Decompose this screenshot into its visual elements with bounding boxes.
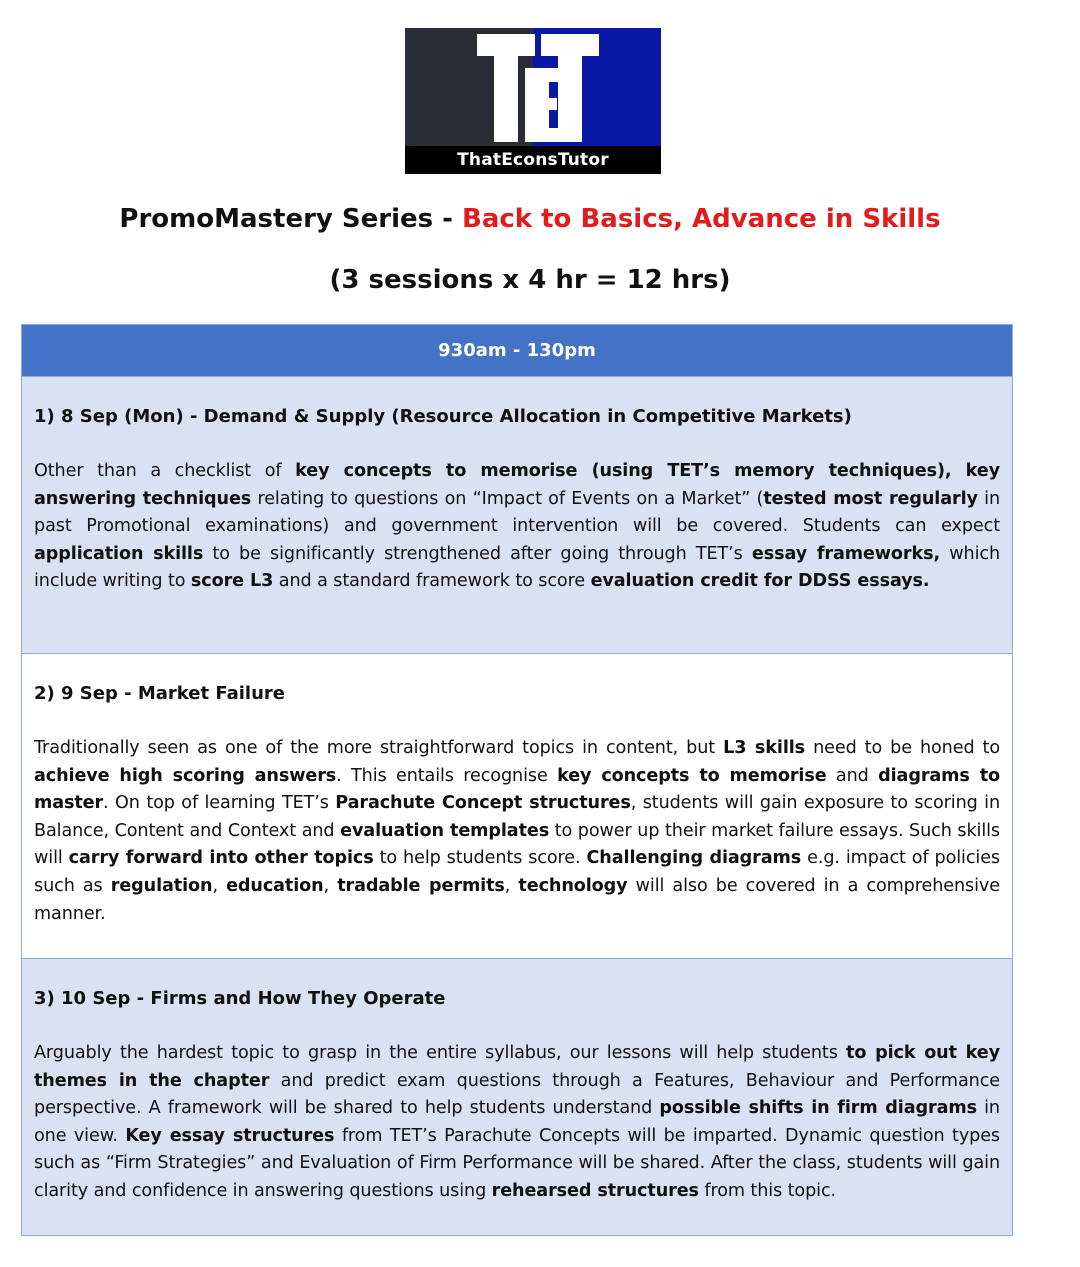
- body-text: in one view.: [34, 1098, 1000, 1146]
- session-description: [34, 1040, 1000, 1206]
- session-description: [34, 458, 1000, 596]
- body-text: Arguably the hardest topic to grasp in the entire syllabus, our lessons will help students: [34, 1043, 847, 1063]
- emphasis-text: Key essay structures: [125, 1125, 335, 1146]
- body-text: to be significantly strengthened after going through TET’s: [203, 543, 752, 564]
- body-text: ,: [504, 875, 519, 896]
- emphasis-text: tested most regularly: [763, 488, 978, 509]
- body-text: from this topic.: [698, 1180, 837, 1201]
- body-text: relating to questions on “Impact of Events on a Market” (: [251, 488, 764, 509]
- body-text: to help students score.: [373, 848, 587, 869]
- session-row: [22, 653, 1012, 958]
- body-text: which include writing to: [34, 543, 1000, 592]
- session-title: 3) 10 Sep - Firms and How They Operate: [34, 988, 446, 1009]
- emphasis-text: achieve high scoring answers: [34, 765, 337, 786]
- time-slot-header: 930am - 130pm: [22, 325, 1012, 376]
- schedule-table: [21, 324, 1013, 1236]
- body-text: e.g. impact of policies such as: [34, 848, 1000, 896]
- title-accent: Back to Basics, Advance in Skills: [462, 204, 941, 234]
- emphasis-text: application skills: [34, 543, 204, 564]
- emphasis-text: possible shifts in firm diagrams: [659, 1098, 977, 1119]
- body-text: to power up their market failure essays. Such skills will: [34, 820, 1000, 869]
- emphasis-text: score L3: [190, 571, 274, 592]
- emphasis-text: Parachute Concept structures: [335, 793, 631, 814]
- emphasis-text: key concepts to memorise: [557, 765, 827, 786]
- emphasis-text: rehearsed structures: [491, 1180, 699, 1201]
- body-text: will also be covered in a comprehensive manner.: [34, 875, 1000, 924]
- body-text: and predict exam questions through a Features, Behaviour and Performance perspective. A framework will be shared to help students understand: [34, 1070, 1001, 1119]
- page-title: [0, 204, 1060, 234]
- body-text: Other than a checklist of: [34, 461, 296, 481]
- emphasis-text: carry forward into other topics: [68, 848, 374, 869]
- tet-letters-icon: [405, 28, 661, 146]
- emphasis-text: to pick out key themes in the chapter: [34, 1043, 1001, 1091]
- session-title: 2) 9 Sep - Market Failure: [34, 683, 285, 704]
- body-text: in past Promotional examinations) and government intervention will be covered. Students can expect: [34, 488, 1001, 537]
- emphasis-text: diagrams to master: [34, 765, 1000, 814]
- emphasis-text: tradable permits: [337, 875, 505, 896]
- emphasis-text: regulation: [110, 875, 213, 896]
- body-text: and: [826, 765, 879, 786]
- emphasis-text: key concepts to memorise (using TET’s memory techniques), key answering techniques: [34, 461, 1000, 509]
- body-text: Traditionally seen as one of the more straightforward topics in content, but: [34, 738, 724, 758]
- tet-logo: [405, 28, 661, 174]
- emphasis-text: education: [226, 875, 324, 896]
- session-description: [34, 735, 1000, 928]
- emphasis-text: technology: [518, 875, 628, 896]
- session-row: [22, 958, 1012, 1235]
- body-text: from TET’s Parachute Concepts will be imparted. Dynamic question types such as “Firm Strategies” and Evaluation of Firm Performance will be shared. After the class, students will gain clarity and confidence in answering questions using: [34, 1125, 1000, 1201]
- title-prefix: PromoMastery Series -: [119, 204, 462, 234]
- body-text: and a standard framework to score: [273, 571, 591, 592]
- session-row: [22, 376, 1012, 653]
- page-subtitle: (3 sessions x 4 hr = 12 hrs): [329, 265, 731, 295]
- emphasis-text: evaluation templates: [340, 820, 550, 841]
- body-text: . On top of learning TET’s: [103, 793, 336, 814]
- body-text: . This entails recognise: [336, 765, 558, 786]
- body-text: ,: [212, 875, 227, 896]
- logo-wordmark: ThatEconsTutor: [457, 150, 609, 170]
- emphasis-text: Challenging diagrams: [586, 848, 802, 869]
- emphasis-text: essay frameworks,: [751, 543, 941, 564]
- emphasis-text: L3 skills: [723, 738, 806, 758]
- body-text: need to be honed to: [805, 738, 1001, 758]
- session-title: 1) 8 Sep (Mon) - Demand & Supply (Resource Allocation in Competitive Markets): [34, 406, 852, 427]
- body-text: , students will gain exposure to scoring in Balance, Content and Context and: [34, 793, 1000, 841]
- body-text: ,: [323, 875, 338, 896]
- emphasis-text: evaluation credit for DDSS essays.: [590, 571, 930, 592]
